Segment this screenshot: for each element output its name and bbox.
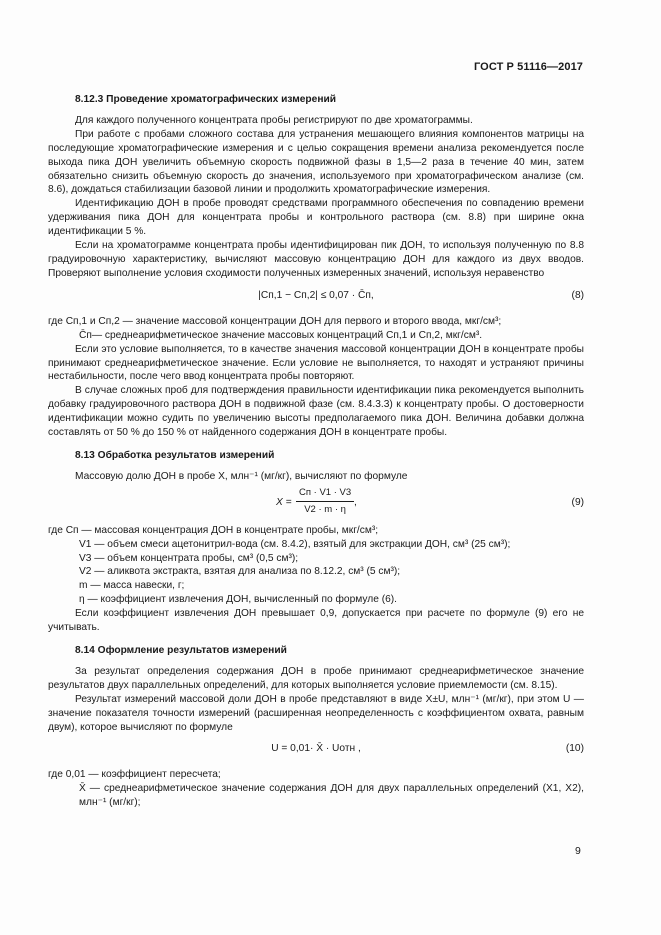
formula-9-definition: V2 — аликвота экстракта, взятая для анализа по 8.12.2, см³ (5 см³); (79, 566, 401, 578)
paragraph: Для каждого полученного концентрата пробы регистрируют по две хроматограммы. (75, 114, 473, 126)
paragraph: Если коэффициент извлечения ДОН превышает 0,9, допускается при расчете по формуле (9) его не учитывать. (48, 608, 584, 634)
formula-8 (48, 281, 584, 309)
formula-9-denominator: V2 · m · η (304, 503, 346, 515)
formula-9-number: (9) (571, 496, 584, 508)
paragraph: Идентификацию ДОН в пробе проводят средствами программного обеспечения по совпадению времени удерживания пика ДОН для концентрата пробы и контрольного раствора (см. 8.8) при ширине окна идентификации 5 %. (48, 198, 584, 238)
formula-10-definition: X̄ — среднеарифметическое значение содержания ДОН для двух параллельных определений (X1, X2), млн⁻¹ (мг/кг); (79, 783, 584, 809)
formula-10 (48, 734, 584, 762)
section-heading-8-14: 8.14 Оформление результатов измерений (75, 645, 287, 656)
page-number: 9 (575, 845, 581, 857)
paragraph: Если это условие выполняется, то в качестве значения массовой концентрации ДОН в концентрате пробы принимают среднеарифметическое значение. Если условие не выполняется, то находят и устраняют причины нестабильности, после чего ввод концентрата пробы повторяют. (48, 343, 584, 383)
formula-9-numerator: Cп · V1 · V3 (296, 486, 354, 502)
formula-9-definition: η — коэффициент извлечения ДОН, вычисленный по формуле (6). (79, 594, 397, 606)
paragraph: При работе с пробами сложного состава для устранения мешающего влияния компонентов матрицы на последующие хроматографические измерения и с целью сокращения времени анализа рекомендуется после выхода пика ДОН увеличить объемную скорость подвижной фазы в 1,5—2 раза в течение 40 мин, затем обязательно снизить объемную скорость до значения, используемого при хроматографическом анализе (см. 8.6), дождаться стабилизации базовой линии и продолжить хроматографические измерения. (48, 128, 584, 196)
formula-9-definition: V1 — объем смеси ацетонитрил-вода (см. 8.4.2), взятый для экстракции ДОН, см³ (25 см³); (79, 538, 511, 550)
formula-9-comma: , (354, 496, 357, 508)
section-heading-8-12-3: 8.12.3 Проведение хроматографических измерений (75, 94, 337, 105)
formula-9-lhs: X = (276, 496, 292, 508)
formula-8-definition: где Cп,1 и Cп,2 — значение массовой концентрации ДОН для первого и второго ввода, мкг/см³; (48, 315, 502, 327)
formula-9-definition: V3 — объем концентрата пробы, см³ (0,5 см³); (79, 552, 299, 564)
formula-9 (48, 484, 584, 520)
formula-10-expression: U = 0,01· X̄ · Uотн , (271, 743, 361, 755)
formula-8-expression: |Cп,1 − Cп,2| ≤ 0,07 · C̄п, (258, 289, 374, 301)
paragraph: Массовую долю ДОН в пробе X, млн⁻¹ (мг/кг), вычисляют по формуле (75, 470, 408, 482)
formula-10-definition: где 0,01 — коэффициент пересчета; (48, 769, 221, 781)
formula-10-number: (10) (565, 743, 584, 755)
paragraph: За результат определения содержания ДОН в пробе принимают среднеарифметическое значение результатов двух параллельных определений, для которых выполняется условие приемлемости (см. 8.15). (48, 665, 584, 691)
paragraph: Если на хроматограмме концентрата пробы идентифицирован пик ДОН, то используя полученную по 8.8 градуировочную характеристику, вычисляют массовую концентрацию ДОН для каждого из двух вводов. Проверяют выполнение условия сходимости полученных измеренных значений, используя неравенство (48, 240, 584, 279)
paragraph: Результат измерений массовой доли ДОН в пробе представляют в виде X±U, млн⁻¹ (мг/кг), при этом U — значение показателя точности измерений (расширенная неопределенность с коэффициентом охвата, равным двум), которое вычисляют по формуле (48, 693, 584, 733)
paragraph: В случае сложных проб для подтверждения правильности идентификации пика рекомендуется выполнить добавку градуировочного раствора ДОН в подвижной фазе (см. 8.4.3.3) к концентрату пробы. О достоверности идентификации можно судить по увеличению высоты предполагаемого пика ДОН. Величина добавки должна составлять от 50 % до 150 % от найденного содержания ДОН в концентрате пробы. (48, 385, 584, 439)
formula-8-definition: C̄п— среднеарифметическое значение массовых концентраций Cп,1 и Cп,2, мкг/см³. (79, 329, 483, 341)
formula-9-definition: m — масса навески, г; (79, 580, 185, 592)
section-heading-8-13: 8.13 Обработка результатов измерений (75, 449, 275, 461)
formula-9-definition: где Cп — массовая концентрация ДОН в концентрате пробы, мкг/см³; (48, 524, 379, 536)
standard-number: ГОСТ Р 51116—2017 (473, 61, 583, 73)
page-content (48, 93, 584, 810)
formula-8-number: (8) (571, 289, 584, 301)
formula-9-fraction (296, 486, 354, 517)
